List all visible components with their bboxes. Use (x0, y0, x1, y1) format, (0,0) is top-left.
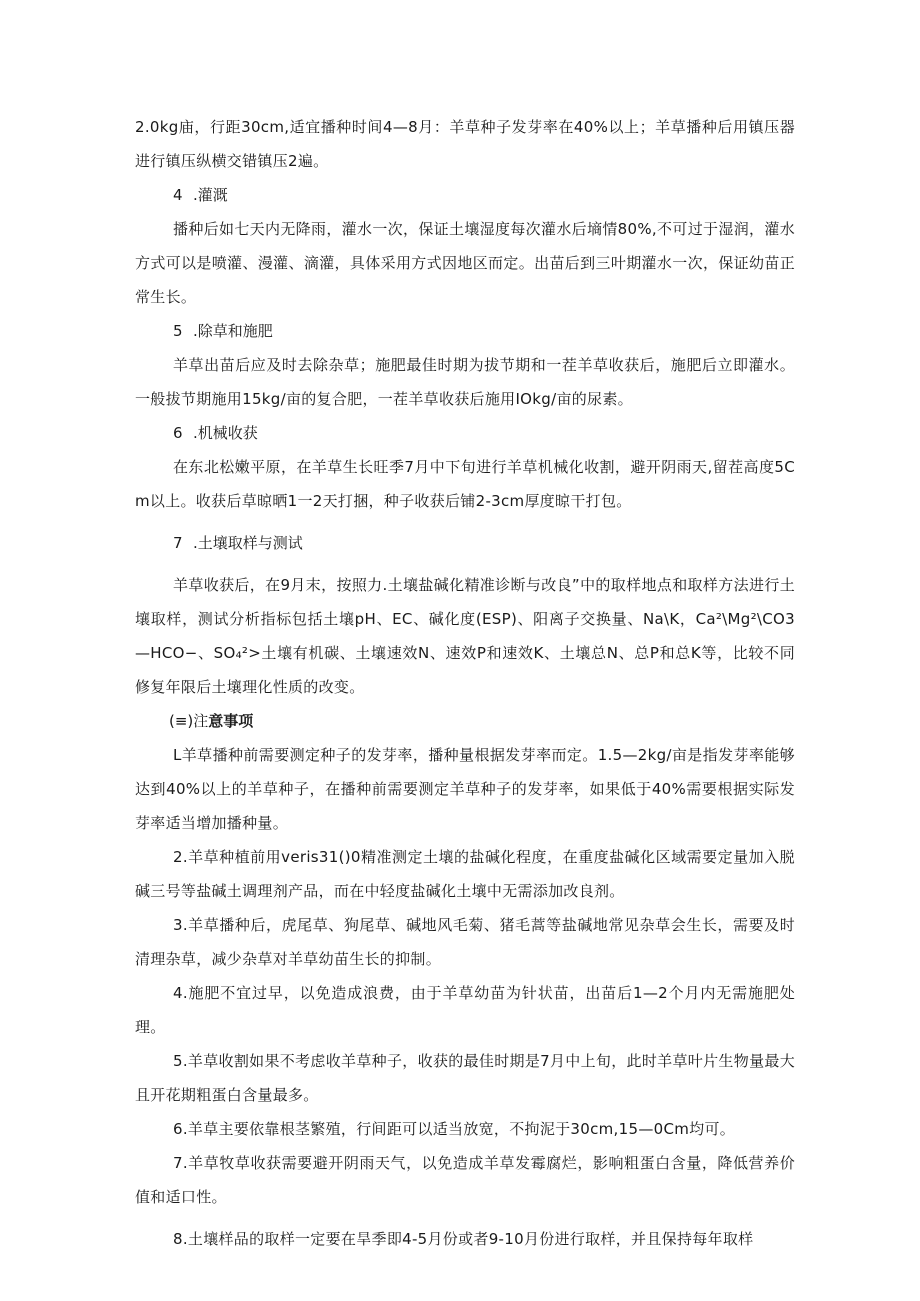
note-5: 5.羊草收割如果不考虑收羊草种子，收获的最佳时期是7月中上旬，此时羊草叶片生物量最大且开花期粗蛋白含量最多。 (135, 1052, 795, 1104)
section-7-paragraph: 羊草收获后，在9月末，按照力.土壤盐碱化精准诊断与改良”中的取样地点和取样方法进行土壤取样，测试分析指标包括土壤pH、EC、碱化度(ESP)、阳离子交换量、Na\K，Ca²\Mg²\CO3—HCO−、SO₄²>土壤有机碳、土壤速效N、速效P和速效K、土壤总N、总P和总K等，比较不同修复年限后土壤理化性质的改变。 (135, 576, 795, 696)
intro-paragraph: 2.0kg庙，行距30cm,适宜播种时间4—8月：羊草种子发芽率在40%以上；羊草播种后用镇压器进行镇压纵横交错镇压2遍。 (135, 118, 795, 170)
notes-heading: (≡)注意事项 (169, 712, 254, 730)
note-6: 6.羊草主要依靠根茎繁殖，行间距可以适当放宽，不拘泥于30cm,15—0Cm均可。 (173, 1120, 736, 1138)
section-6-heading: 6 .机械收获 (173, 424, 258, 442)
note-7: 7.羊草牧草收获需要避开阴雨天气，以免造成羊草发霉腐烂，影响粗蛋白含量，降低营养价值和适口性。 (135, 1154, 795, 1206)
note-2: 2.羊草种植前用veris31()0精准测定土壤的盐碱化程度，在重度盐碱化区域需要定量加入脱碱三号等盐碱土调理剂产品，而在中轻度盐碱化土壤中无需添加改良剂。 (135, 848, 795, 900)
document-body (135, 110, 795, 1256)
section-7-heading: 7 .土壤取样与测试 (173, 534, 303, 552)
section-5-paragraph: 羊草出苗后应及时去除杂草；施肥最佳时期为拔节期和一茬羊草收获后，施肥后立即灌水。一般拔节期施用15kg∕亩的复合肥，一茬羊草收获后施用IOkg/亩的尿素。 (135, 356, 795, 408)
note-8: 8.土壤样品的取样一定要在旱季即4-5月份或者9-10月份进行取样，并且保持每年取样 (173, 1230, 754, 1248)
section-4-paragraph: 播种后如七天内无降雨，灌水一次，保证土壤湿度每次灌水后墒情80%,不可过于湿润，灌水方式可以是喷灌、漫灌、滴灌，具体采用方式因地区而定。出苗后到三叶期灌水一次，保证幼苗正常生长。 (135, 220, 795, 306)
section-6-paragraph: 在东北松嫩平原，在羊草生长旺季7月中下旬进行羊草机械化收割，避开阴雨天,留茬高度5Cm以上。收获后草晾晒1一2天打捆，种子收获后铺2-3cm厚度晾干打包。 (135, 458, 795, 510)
note-1: L羊草播种前需要测定种子的发芽率，播种量根据发芽率而定。1.5—2kg∕亩是指发芽率能够达到40%以上的羊草种子，在播种前需要测定羊草种子的发芽率，如果低于40%需要根据实际发芽率适当增加播种量。 (135, 746, 795, 832)
section-4-heading: 4 .灌溉 (173, 186, 228, 204)
section-5-heading: 5 .除草和施肥 (173, 322, 273, 340)
note-3: 3.羊草播种后，虎尾草、狗尾草、碱地风毛菊、猪毛蒿等盐碱地常见杂草会生长，需要及时清理杂草，减少杂草对羊草幼苗生长的抑制。 (135, 916, 795, 968)
note-4: 4.施肥不宜过早，以免造成浪费，由于羊草幼苗为针状苗，出苗后1—2个月内无需施肥处理。 (135, 984, 795, 1036)
